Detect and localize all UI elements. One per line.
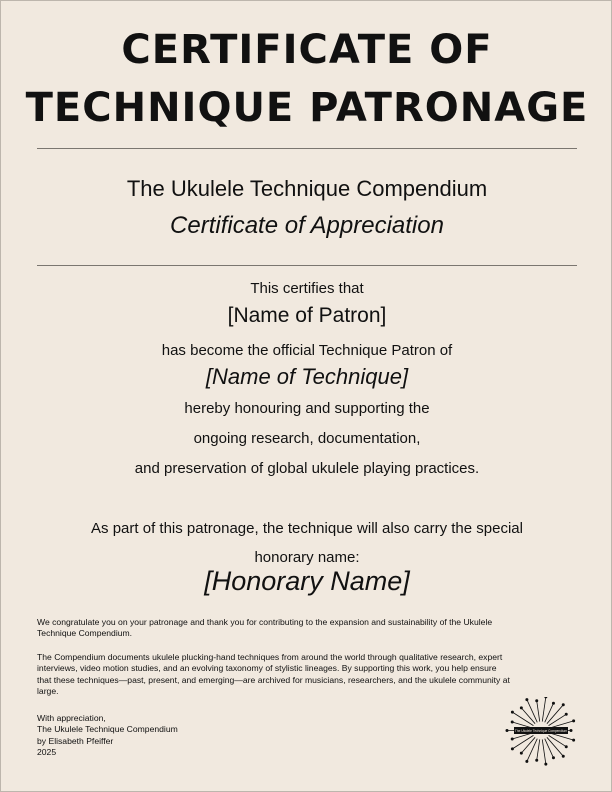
about-line-4: large. (37, 686, 59, 697)
special-line-2: honorary name: (254, 549, 360, 566)
seal-label: The Ukulele Technique Compendium (514, 729, 568, 733)
sign-line-1: With appreciation, (37, 713, 106, 723)
honouring-line-1: hereby honouring and supporting the (184, 400, 430, 417)
congrats-line-1: We congratulate you on your patronage and thank you for contributing to the expansion and sustainability of the Ukulele (37, 617, 493, 627)
sign-line-3: by Elisabeth Pfeiffer (37, 735, 114, 746)
organization-name: The Ukulele Technique Compendium (126, 176, 488, 201)
has-become-text: has become the official Technique Patron of (161, 342, 453, 359)
certificate-subtitle: Certificate of Appreciation (170, 212, 444, 239)
special-line-1: As part of this patronage, the technique will also carry the special (91, 520, 523, 537)
sunburst-seal-icon (501, 697, 581, 777)
patron-name: [Name of Patron] (227, 304, 387, 327)
sign-line-4: 2025 (37, 747, 57, 758)
congrats-line-2: Technique Compendium. (37, 628, 133, 639)
about-line-1: The Compendium documents ukulele plucking-hand techniques from around the world through qualitative research, expert (37, 652, 503, 662)
congratulations-paragraph (37, 617, 557, 640)
certifies-text: This certifies that (250, 280, 364, 297)
signature-block (37, 713, 178, 759)
technique-name: [Name of Technique] (205, 364, 409, 389)
title-line-1: CERTIFICATE OF (121, 27, 493, 73)
honorary-name: [Honorary Name] (204, 566, 410, 596)
sign-line-2: The Ukulele Technique Compendium (37, 724, 178, 735)
about-line-3: that these techniques—past, present, and emerging—are archived for musicians, researchers, and the ukulele community at (37, 674, 510, 685)
about-paragraph (37, 652, 557, 698)
top-divider (37, 148, 577, 149)
honouring-line-3: and preservation of global ukulele playing practices. (134, 460, 480, 477)
middle-divider (37, 265, 577, 266)
honouring-line-2: ongoing research, documentation, (193, 430, 421, 447)
title-line-2: TECHNIQUE PATRONAGE (25, 85, 589, 131)
about-line-2: interviews, video motion studies, and an evolving taxonomy of stylistic lineages. By supporting this work, you help ensure (37, 663, 497, 674)
